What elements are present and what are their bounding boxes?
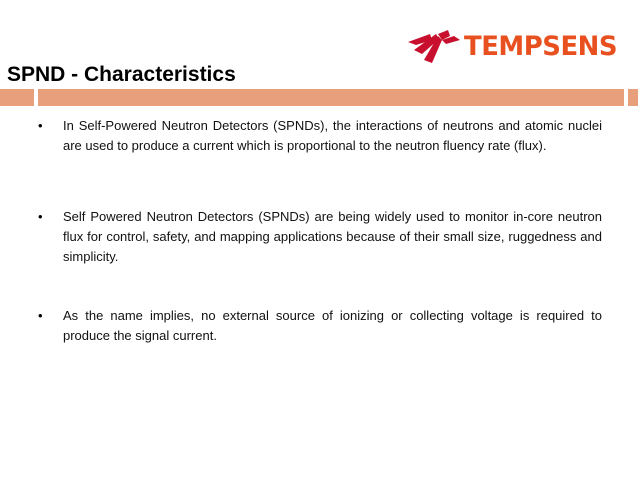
bullet-text: In Self-Powered Neutron Detectors (SPNDs), the interactions of neutrons and atomic nuclei are used to produce a current which is proportional to the neutron fluency rate (flux). [63, 118, 602, 153]
bullet-text: As the name implies, no external source of ionizing or collecting voltage is required to produce the signal current. [63, 308, 602, 343]
accent-bar-main [38, 89, 624, 106]
tempsens-logo [408, 30, 632, 64]
tempsens-arrows-icon [408, 30, 464, 64]
bullet-marker: • [38, 209, 43, 224]
logo-wordmark: TEMPSENS [464, 31, 618, 62]
bullet-text: Self Powered Neutron Detectors (SPNDs) are being widely used to monitor in-core neutron flux for control, safety, and mapping applications because of their small size, ruggedness and simplicity. [63, 209, 602, 264]
accent-bar-left [0, 89, 34, 106]
bullet-marker: • [38, 308, 43, 323]
slide-title: SPND - Characteristics [7, 63, 236, 86]
bullet-marker: • [38, 118, 43, 133]
accent-bar-right [628, 89, 638, 106]
